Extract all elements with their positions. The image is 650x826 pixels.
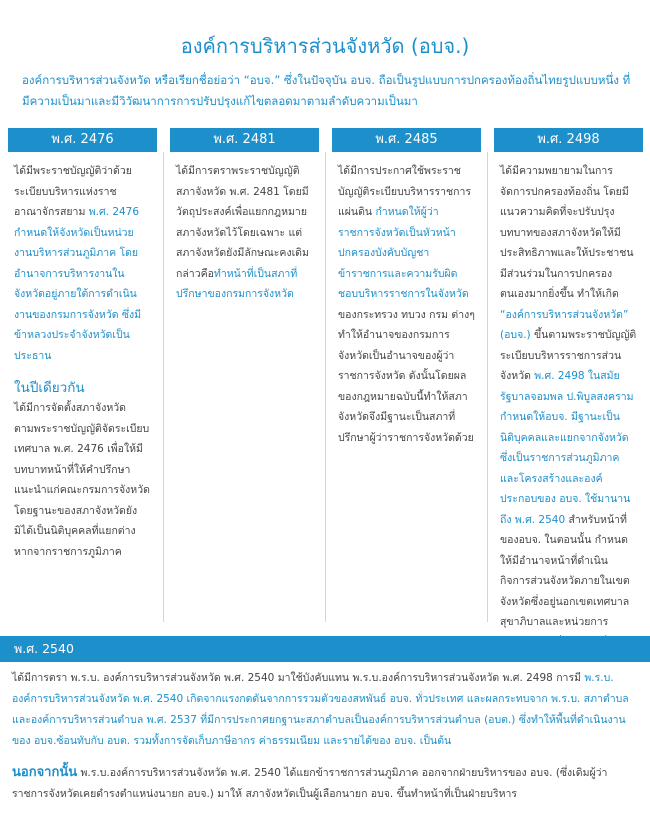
- column-heading: พ.ศ. 2476: [8, 128, 157, 152]
- column-divider: [163, 152, 164, 622]
- section-lead: นอกจากนั้น: [12, 765, 78, 780]
- column-text: ขึ้นตามพระราชบัญญัติระเบียบบริหารราชการส่วนจังหวัด: [500, 329, 637, 382]
- column-heading: พ.ศ. 2498: [494, 128, 643, 152]
- timeline-column-2485: [332, 128, 481, 448]
- column-text: ได้มีความพยายามในการจัดการปกครองท้องถิ่น โดยมีแนวความคิดที่จะปรับปรุง บทบาทของสภาจังหวัดให้มีประสิทธิภาพและให้ประชาชนมีส่วนร่วมในการปกครองตนเองมากยิ่งขึ้น ทำให้เกิด: [500, 165, 634, 300]
- column-body: [494, 152, 643, 653]
- column-divider: [487, 152, 488, 622]
- column-body: [170, 152, 319, 305]
- column-text: สำหรับหน้าที่ของอบจ. ในตอนนั้น กำหนดให้มีอำนาจหน้าที่ดำเนินกิจการส่วนจังหวัดภายในเขตจังหวัดซึ่งอยู่นอกเขตเทศบาล สุขาภิบาลและหน่วยการ: [500, 513, 630, 628]
- column-text: ได้มีการตราพระราชบัญญัติสภาจังหวัด พ.ศ. 2481 โดยมีวัตถุประสงค์เพื่อแยกกฎหมายสภาจังหวัดไว้โดยเฉพาะ แต่สภาจังหวัดยังมีลักษณะคงเดิม กล่าวคือ: [176, 165, 309, 280]
- section-band-2540: พ.ศ. 2540: [0, 636, 650, 662]
- section-highlight: พ.ร.บ. องค์การบริหารส่วนจังหวัด พ.ศ. 2540 เกิดจากแรงกดดันจากการรวมตัวของสหพันธ์ อบจ. ทั่วประเทศ และผลกระทบจาก พ.ร.บ. สภาตำบลและองค์การบริหารส่วนตำบล พ.ศ. 2537 ที่มีการประกาศยกฐานะสภาตำบลเป็นองค์การบริหารส่วนตำบล (อบต.) ซึ่งทำให้พื้นที่ดำเนินงานของ อบจ.ซ้อนทับกับ อบต. รวมทั้งการจัดเก็บภาษีอากร ค่าธรรมเนียม และรายได้ของ อบจ. เป็นต้น: [12, 672, 629, 747]
- section-paragraph: [12, 668, 642, 752]
- page-title: องค์การบริหารส่วนจังหวัด (อบจ.): [180, 34, 470, 58]
- column-divider: [325, 152, 326, 622]
- column-body: [332, 152, 481, 448]
- timeline-column-2481: [170, 128, 319, 305]
- column-text: ของกระทรวง ทบวง กรม ต่างๆ ทำให้อำนาจของกรมการจังหวัดเป็นอำนาจของผู้ว่าราชการจังหวัด ดังนั้นโดยผลของกฎหมายฉบับนี้ทำให้สภาจังหวัดจึงมีฐานะเป็นสภาที่ปรึกษาผู้ว่าราชการจังหวัดด้วย: [338, 308, 475, 444]
- column-highlight: พ.ศ. 2498 ในสมัยรัฐบาลจอมพล ป.พิบูลสงคราม กำหนดให้อบจ. มีฐานะเป็นนิติบุคคลและแยกจากจังหวัดซึ่งเป็นราชการส่วนภูมิภาค และโครงสร้างและองค์ประกอบของ อบจ. ใช้มานานถึง พ.ศ. 2540: [500, 370, 634, 526]
- column-highlight: กำหนดให้ผู้ว่าราชการจังหวัดเป็นหัวหน้าปกครองบังคับบัญชาข้าราชการและความรับผิดชอบบริหารราชการในจังหวัด: [338, 206, 469, 300]
- column-text: ได้มีการจัดตั้งสภาจังหวัดตามพระราชบัญญัติจัดระเบียบเทศบาล พ.ศ. 2476 เพื่อให้มีบทบาทหน้าที่ให้คำปรึกษาแนะนำแก่คณะกรมการจังหวัด โดยฐานะของสภาจังหวัดยังมิได้เป็นนิติบุคคลที่แยกต่างหากจากราชการภูมิภาค: [14, 402, 150, 558]
- column-text: ได้มีพระราชบัญญัติว่าด้วยระเบียบบริหารแห่งราชอาณาจักรสยาม: [14, 165, 132, 218]
- intro-paragraph: องค์การบริหารส่วนจังหวัด หรือเรียกชื่อย่อว่า “อบจ.” ซึ่งในปัจจุบัน อบจ. ถือเป็นรูปแบบการปกครองท้องถิ่นไทยรูปแบบหนึ่ง ที่มีความเป็นมาและมีวิวัฒนาการการปรับปรุงแก้ไขตลอดมาตามลำดับความเป็นมา: [22, 73, 631, 108]
- column-heading: พ.ศ. 2485: [332, 128, 481, 152]
- column-highlight: ทำหน้าที่เป็นสภาที่ปรึกษาของกรมการจังหวัด: [176, 267, 298, 300]
- column-highlight: “องค์การบริหารส่วนจังหวัด” (อบจ.): [500, 308, 629, 341]
- section-2540-body: [12, 668, 642, 805]
- column-highlight: พ.ศ. 2476 กำหนดให้จังหวัดเป็นหน่วยงานบริหารส่วนภูมิภาค โดยอำนาจการบริหารงานในจังหวัดอยู่ภายใต้การดำเนินงานของกรมการจังหวัด ซึ่งมีข้าหลวงประจำจังหวัดเป็นประธาน: [14, 206, 142, 362]
- column-text: ได้มีการประกาศใช้พระราชบัญญัติระเบียบบริหารราชการแผ่นดิน: [338, 165, 472, 218]
- sub-heading: ในปีเดียวกัน: [14, 380, 85, 396]
- timeline-column-2498: [494, 128, 643, 653]
- section-text: พ.ร.บ.องค์การบริหารส่วนจังหวัด พ.ศ. 2540 ได้แยกข้าราชการส่วนภูมิภาค ออกจากฝ่ายบริหารของ อบจ. (ซึ่งเดิมผู้ว่าราชการจังหวัดเคยดำรงตำแหน่งนายก อบจ.) มาให้ สภาจังหวัดเป็นผู้เลือกนายก อบจ. ขึ้นทำหน้าที่เป็นฝ่ายบริหาร: [12, 767, 608, 800]
- timeline-column-2476: [8, 128, 157, 562]
- section-text: ได้มีการตรา พ.ร.บ. องค์การบริหารส่วนจังหวัด พ.ศ. 2540 มาใช้บังคับแทน พ.ร.บ.องค์การบริหารส่วนจังหวัด พ.ศ. 2498 การมี: [12, 672, 585, 684]
- section-paragraph: [12, 762, 642, 805]
- column-body: [8, 152, 157, 562]
- column-heading: พ.ศ. 2481: [170, 128, 319, 152]
